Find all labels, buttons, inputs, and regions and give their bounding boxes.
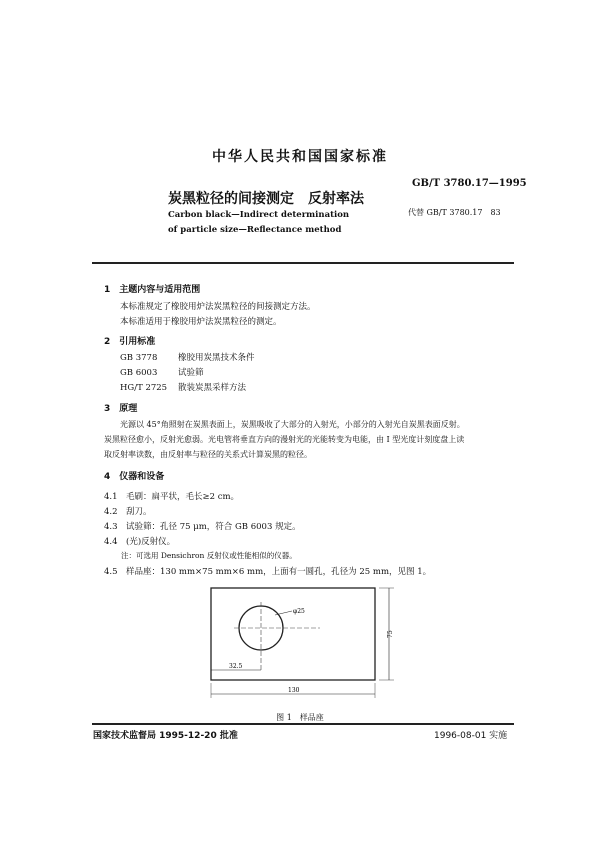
item-text: 刮刀。 <box>126 507 152 517</box>
document-title-en-line1: Carbon black—Indirect determination <box>168 210 350 220</box>
section-3-heading: 3 原理 <box>104 404 138 414</box>
item-text: (光)反射仪。 <box>126 537 176 547</box>
equipment-item <box>104 535 175 547</box>
document-title-cn: 炭黑粒径的间接测定 反射率法 <box>168 191 364 207</box>
equipment-item <box>104 490 239 502</box>
sample-holder-drawing <box>200 580 405 708</box>
figure-caption: 图 1 样品座 <box>276 713 324 722</box>
equipment-item <box>104 520 301 532</box>
section-3-line-3: 取反射率读数，由反射率与粒径的关系式计算炭黑的粒径。 <box>104 450 312 459</box>
section-4-heading: 4 仪器和设备 <box>104 472 165 482</box>
reference-item <box>120 351 255 365</box>
item-text: 试验筛：孔径 75 μm，符合 GB 6003 规定。 <box>126 522 301 532</box>
section-2-heading: 2 引用标准 <box>104 337 156 347</box>
effective-date: 1996-08-01 实施 <box>434 731 508 741</box>
national-standard-heading: 中华人民共和国国家标准 <box>212 149 388 165</box>
reference-title: 试验筛 <box>178 368 204 378</box>
item-number: 4.5 <box>104 567 118 577</box>
reference-title: 橡胶用炭黑技术条件 <box>178 353 255 363</box>
item-number: 4.3 <box>104 522 118 532</box>
section-3-line-1: 光源以 45°角照射在炭黑表面上，炭黑吸收了大部分的入射光，小部分的入射光自炭黑表面反射。 <box>120 420 465 429</box>
hole-diameter-label: φ25 <box>293 608 305 615</box>
reference-item <box>120 366 204 380</box>
section-1-heading: 1 主题内容与适用范围 <box>104 285 201 295</box>
item-number: 4.2 <box>104 507 118 517</box>
item-number: 4.1 <box>104 492 118 502</box>
equipment-item <box>104 565 431 577</box>
reference-item <box>120 381 246 395</box>
reference-code: GB 3778 <box>120 353 158 363</box>
reference-code: GB 6003 <box>120 368 158 378</box>
header-divider <box>92 262 514 264</box>
offset-dimension-label: 32.5 <box>229 663 243 670</box>
equipment-item <box>104 505 152 517</box>
document-title-en-line2: of particle size—Reflectance method <box>168 225 342 235</box>
section-1-paragraph-1: 本标准规定了橡胶用炉法炭黑粒径的间接测定方法。 <box>120 302 316 312</box>
height-dimension-label: 75 <box>387 630 394 638</box>
width-dimension-label: 130 <box>288 687 300 694</box>
item-text: 毛刷：扁平状，毛长≥2 cm。 <box>126 492 240 502</box>
footer-divider <box>92 723 514 725</box>
item-number: 4.4 <box>104 537 118 547</box>
approval-issuer: 国家技术监督局 1995-12-20 批准 <box>93 731 238 741</box>
item-text: 样品座：130 mm×75 mm×6 mm，上面有一圆孔，孔径为 25 mm，见图 1。 <box>126 567 432 577</box>
reference-code: HG/T 2725 <box>120 383 168 393</box>
supersedes-note: 代替 GB/T 3780.17 83 <box>408 208 501 217</box>
section-1-paragraph-2: 本标准适用于橡胶用炉法炭黑粒径的测定。 <box>120 317 282 327</box>
equipment-note: 注：可选用 Densichron 反射仪或性能相似的仪器。 <box>121 551 297 560</box>
standard-number: GB/T 3780.17—1995 <box>412 178 527 189</box>
reference-title: 散装炭黑采样方法 <box>178 383 247 393</box>
section-3-line-2: 炭黑粒径愈小，反射光愈弱。光电管将垂直方向的漫射光的光能转变为电能，由 I 型光度计刻度盘上读 <box>104 435 465 444</box>
